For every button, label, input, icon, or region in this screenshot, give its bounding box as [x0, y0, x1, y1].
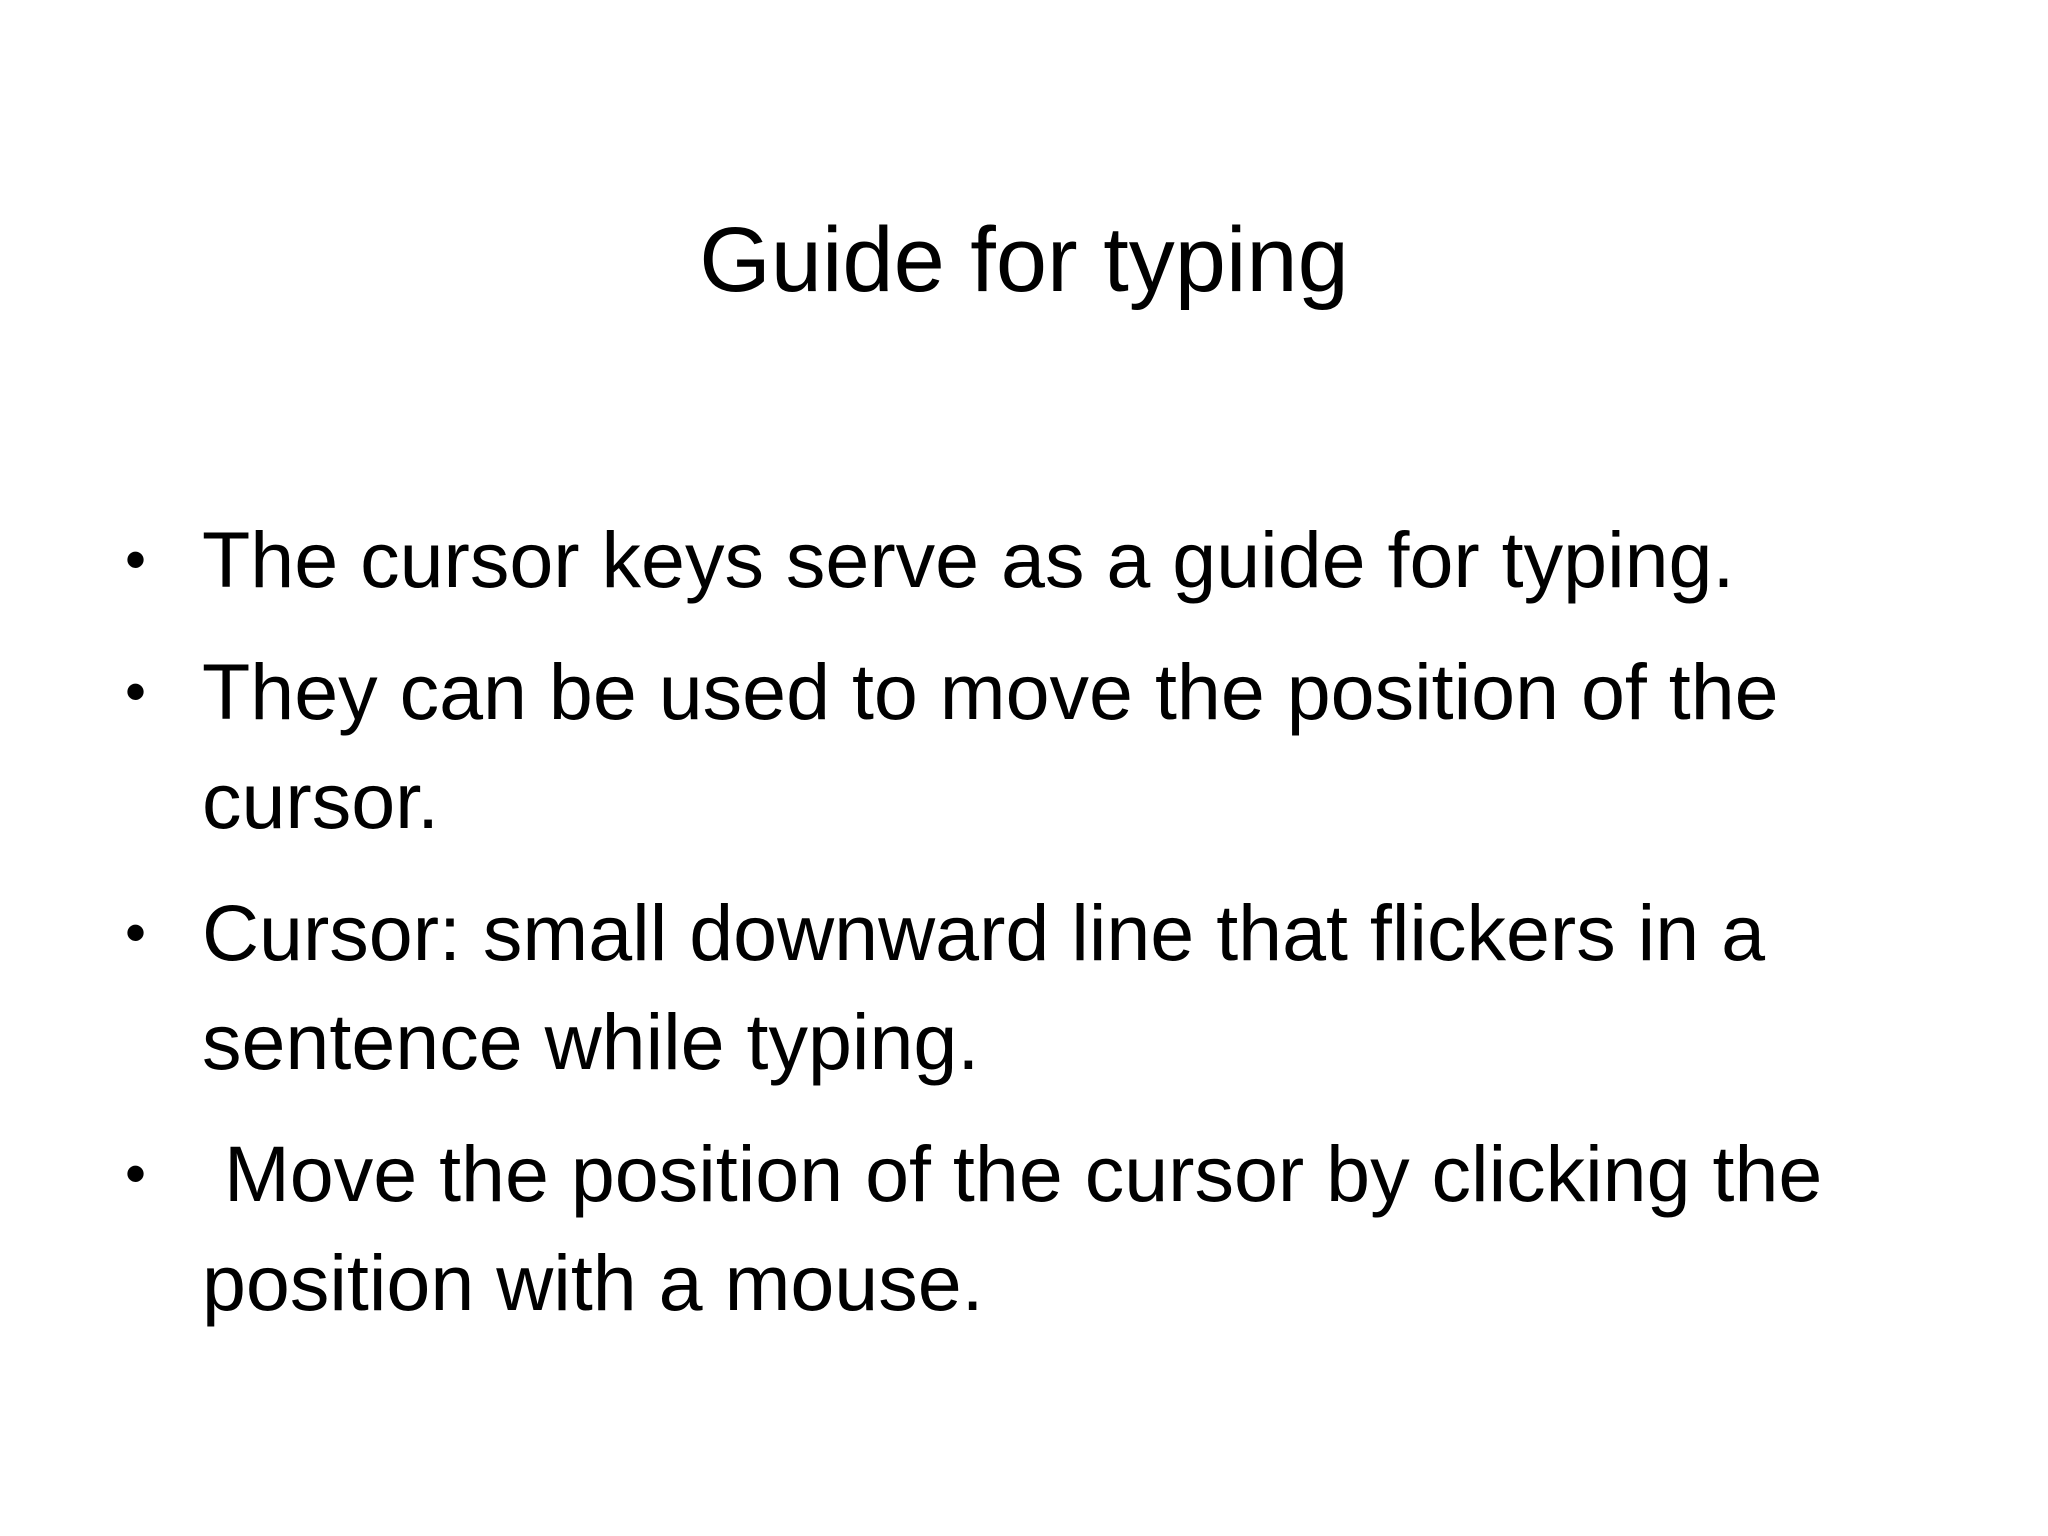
bullet-icon: • [125, 658, 147, 725]
bullet-icon: • [125, 1140, 147, 1207]
bullet-item [120, 505, 1920, 614]
bullet-item [120, 637, 1920, 855]
bullet-icon: • [125, 526, 147, 593]
slide-title: Guide for typing [699, 209, 1349, 311]
bullet-text: The cursor keys serve as a guide for typing. [202, 515, 1735, 604]
bullet-text: Move the position of the cursor by clicking the position with a mouse. [202, 1129, 1845, 1327]
bullet-icon: • [125, 899, 147, 966]
bullet-item [120, 1119, 1920, 1337]
bullet-text: Cursor: small downward line that flickers in a sentence while typing. [202, 888, 1787, 1086]
bullet-list [120, 505, 1920, 1360]
bullet-text: They can be used to move the position of the cursor. [202, 647, 1801, 845]
bullet-item [120, 878, 1920, 1096]
